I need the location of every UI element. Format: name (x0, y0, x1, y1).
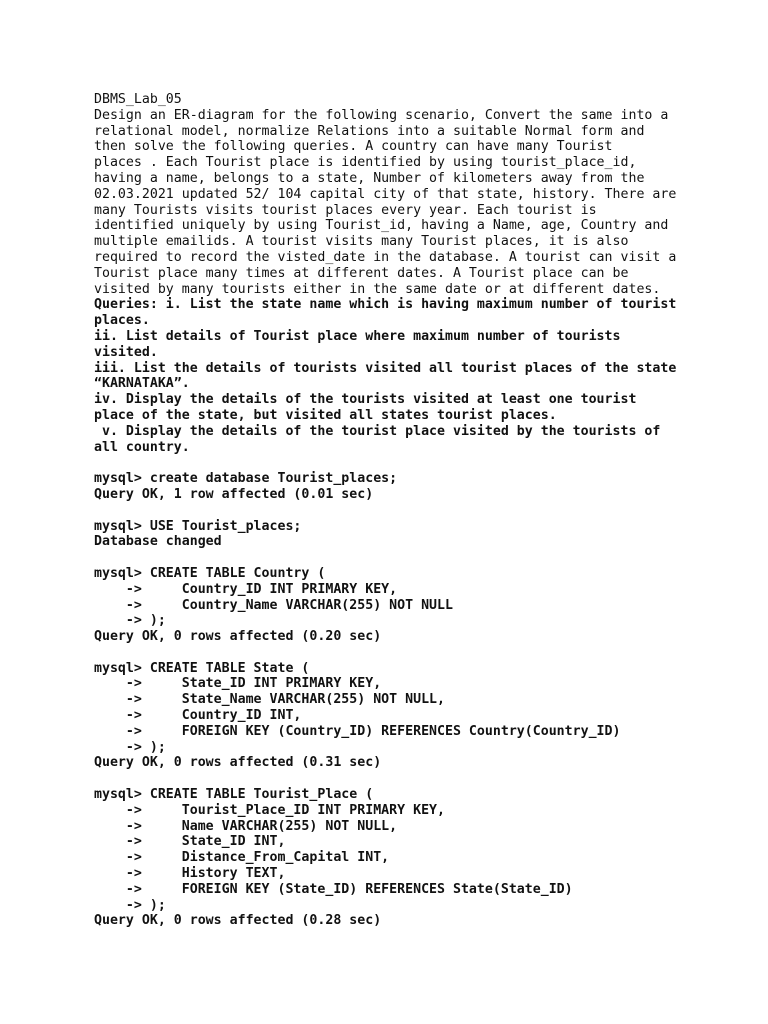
query-line: all country. (94, 439, 190, 455)
query-line: place of the state, but visited all states tourist places. (94, 407, 557, 423)
sql-line: mysql> USE Tourist_places; (94, 518, 302, 534)
intro-line: Design an ER-diagram for the following scenario, Convert the same into a (94, 107, 669, 123)
sql-line: -> FOREIGN KEY (Country_ID) REFERENCES Country(Country_ID) (94, 723, 621, 739)
sql-block-use-database (94, 519, 748, 551)
intro-line: identified uniquely by using Tourist_id, having a Name, age, Country and (94, 218, 669, 234)
spacer (94, 645, 748, 661)
sql-line: -> Distance_From_Capital INT, (94, 850, 390, 866)
query-line: ii. List details of Tourist place where maximum number of tourists (94, 328, 621, 344)
intro-line: visited by many tourists either in the same date or at different dates. (94, 281, 661, 297)
sql-result-line: Query OK, 0 rows affected (0.20 sec) (94, 629, 382, 645)
intro-line: 02.03.2021 updated 52/ 104 capital city of that state, history. There are (94, 186, 677, 202)
sql-block-create-state (94, 661, 748, 772)
intro-line: relational model, normalize Relations into a suitable Normal form and (94, 123, 645, 139)
sql-result-line: Query OK, 0 rows affected (0.31 sec) (94, 755, 382, 771)
sql-line: -> Tourist_Place_ID INT PRIMARY KEY, (94, 802, 445, 818)
intro-line: many Tourists visits tourist places every year. Each tourist is (94, 202, 597, 218)
sql-result-line: Query OK, 0 rows affected (0.28 sec) (94, 913, 382, 929)
sql-line: mysql> CREATE TABLE Country ( (94, 565, 326, 581)
spacer (94, 455, 748, 471)
sql-line: mysql> CREATE TABLE State ( (94, 660, 310, 676)
sql-line: -> Name VARCHAR(255) NOT NULL, (94, 818, 398, 834)
sql-line: mysql> create database Tourist_places; (94, 471, 398, 487)
intro-line: having a name, belongs to a state, Number of kilometers away from the (94, 170, 645, 186)
sql-result-line: Query OK, 1 row affected (0.01 sec) (94, 486, 374, 502)
sql-line: -> Country_Name VARCHAR(255) NOT NULL (94, 597, 453, 613)
sql-block-create-country (94, 566, 748, 645)
sql-line: -> Country_ID INT, (94, 708, 302, 724)
sql-line: mysql> CREATE TABLE Tourist_Place ( (94, 787, 374, 803)
sql-line: -> FOREIGN KEY (State_ID) REFERENCES State(State_ID) (94, 881, 573, 897)
query-line: iii. List the details of tourists visited all tourist places of the state (94, 360, 677, 376)
query-line: v. Display the details of the tourist place visited by the tourists of (94, 423, 661, 439)
sql-result-line: Database changed (94, 534, 222, 550)
spacer (94, 503, 748, 519)
spacer (94, 771, 748, 787)
intro-line: multiple emailids. A tourist visits many Tourist places, it is also (94, 234, 629, 250)
query-line: places. (94, 313, 150, 329)
sql-line: -> State_ID INT PRIMARY KEY, (94, 676, 382, 692)
intro-line: required to record the visted_date in the database. A tourist can visit a (94, 249, 677, 265)
intro-line: Tourist place many times at different dates. A Tourist place can be (94, 265, 629, 281)
intro-line: places . Each Tourist place is identified by using tourist_place_id, (94, 155, 637, 171)
query-line: Queries: i. List the state name which is having maximum number of tourist (94, 297, 677, 313)
sql-line: -> State_ID INT, (94, 834, 286, 850)
document-title: DBMS_Lab_05 (94, 92, 182, 107)
sql-line: -> State_Name VARCHAR(255) NOT NULL, (94, 692, 445, 708)
spacer (94, 550, 748, 566)
sql-line: -> ); (94, 739, 166, 755)
intro-line: then solve the following queries. A country can have many Tourist (94, 139, 613, 155)
query-line: “KARNATAKA”. (94, 376, 190, 392)
sql-line: -> History TEXT, (94, 866, 286, 882)
intro-paragraph (94, 108, 748, 298)
sql-line: -> Country_ID INT PRIMARY KEY, (94, 581, 398, 597)
query-line: iv. Display the details of the tourists visited at least one tourist (94, 392, 637, 408)
queries-list (94, 297, 748, 455)
sql-block-create-database (94, 471, 748, 503)
sql-line: -> ); (94, 897, 166, 913)
sql-line: -> ); (94, 613, 166, 629)
sql-block-create-tourist-place (94, 787, 748, 929)
query-line: visited. (94, 344, 158, 360)
